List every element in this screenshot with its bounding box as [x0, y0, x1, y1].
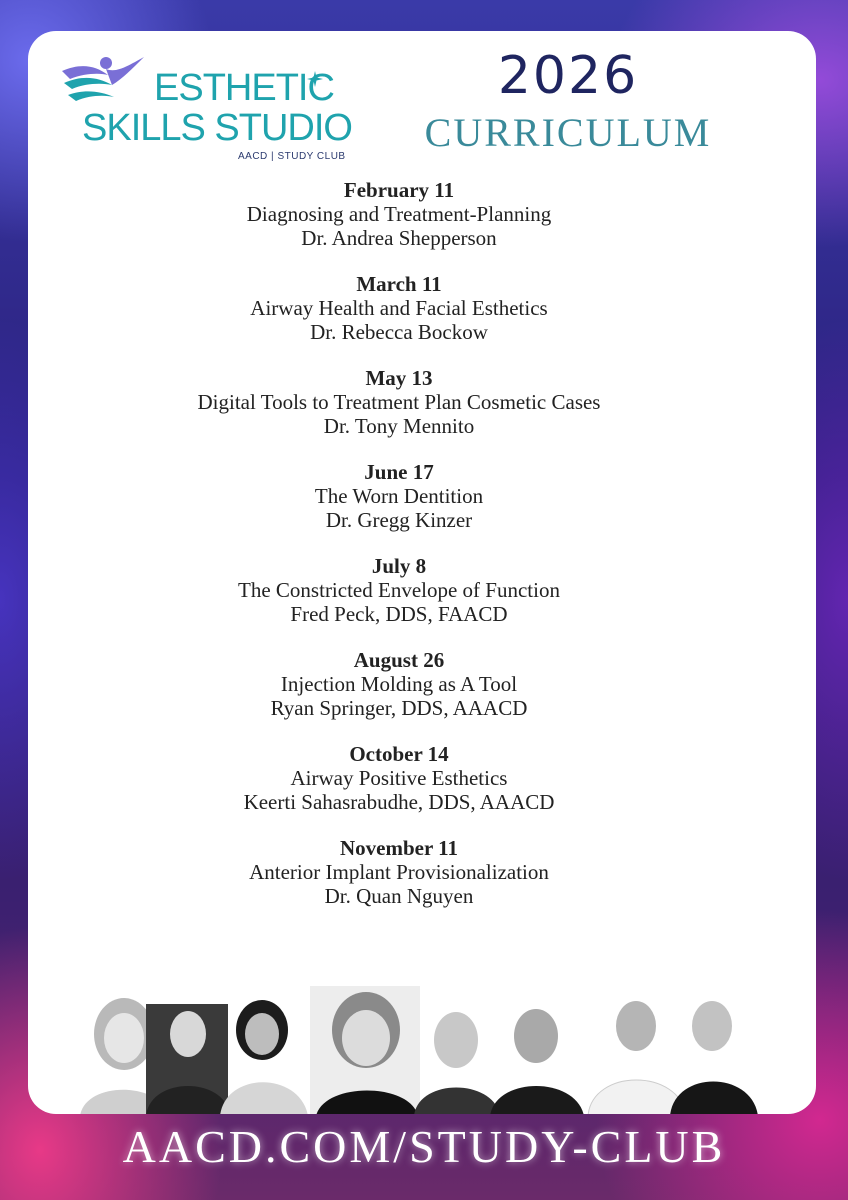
session-speaker: Ryan Springer, DDS, AAACD [270, 696, 528, 720]
speaker-photo-strip [80, 986, 760, 1114]
session-topic: Digital Tools to Treatment Plan Cosmetic Cases [197, 390, 601, 414]
session-speaker: Fred Peck, DDS, FAACD [290, 602, 508, 626]
esthetic-skills-studio-logo [60, 51, 352, 166]
session-date: August 26 [353, 648, 445, 672]
session-date: June 17 [364, 460, 434, 484]
session-item [28, 554, 770, 626]
session-topic: The Constricted Envelope of Function [238, 578, 560, 602]
logo-line2: SKILLS STUDIO [82, 107, 352, 149]
session-date: October 14 [349, 742, 449, 766]
logo-line1: ESTHETIC [154, 67, 334, 109]
session-item [28, 836, 770, 908]
dancer-figure-icon [60, 53, 160, 113]
speaker-photo [146, 1004, 230, 1114]
session-date: November 11 [339, 836, 458, 860]
session-speaker: Dr. Tony Mennito [323, 414, 475, 438]
session-speaker: Dr. Andrea Shepperson [301, 226, 497, 250]
session-item [28, 460, 770, 532]
curriculum-year: 2026 [497, 46, 639, 106]
session-item [28, 272, 770, 344]
session-topic: Airway Positive Esthetics [290, 766, 508, 790]
speaker-photo [670, 1001, 758, 1114]
session-speaker: Dr. Quan Nguyen [324, 884, 474, 908]
session-topic: Airway Health and Facial Esthetics [250, 296, 548, 320]
session-item [28, 742, 770, 814]
curriculum-card [28, 31, 816, 1114]
session-date: May 13 [365, 366, 433, 390]
logo-subtitle: AACD | STUDY CLUB [238, 151, 346, 162]
session-topic: The Worn Dentition [314, 484, 484, 508]
session-item [28, 648, 770, 720]
session-topic: Injection Molding as A Tool [280, 672, 518, 696]
study-club-url[interactable]: AACD.COM/STUDY-CLUB [122, 1121, 726, 1172]
speaker-photo [220, 1000, 308, 1114]
session-speaker: Dr. Gregg Kinzer [325, 508, 473, 532]
session-speaker: Keerti Sahasrabudhe, DDS, AAACD [243, 790, 555, 814]
speaker-photo [588, 1001, 686, 1114]
session-date: March 11 [356, 272, 442, 296]
curriculum-title: CURRICULUM [424, 110, 712, 155]
session-topic: Diagnosing and Treatment-Planning [246, 202, 552, 226]
session-item [28, 178, 770, 250]
speaker-photo [414, 1012, 500, 1114]
session-speaker: Dr. Rebecca Bockow [310, 320, 488, 344]
session-topic: Anterior Implant Provisionalization [249, 860, 549, 884]
session-date: February 11 [343, 178, 455, 202]
session-list [28, 178, 770, 930]
speaker-photo [490, 1009, 584, 1114]
speaker-photo [310, 986, 420, 1114]
session-date: July 8 [371, 554, 427, 578]
session-item [28, 366, 770, 438]
